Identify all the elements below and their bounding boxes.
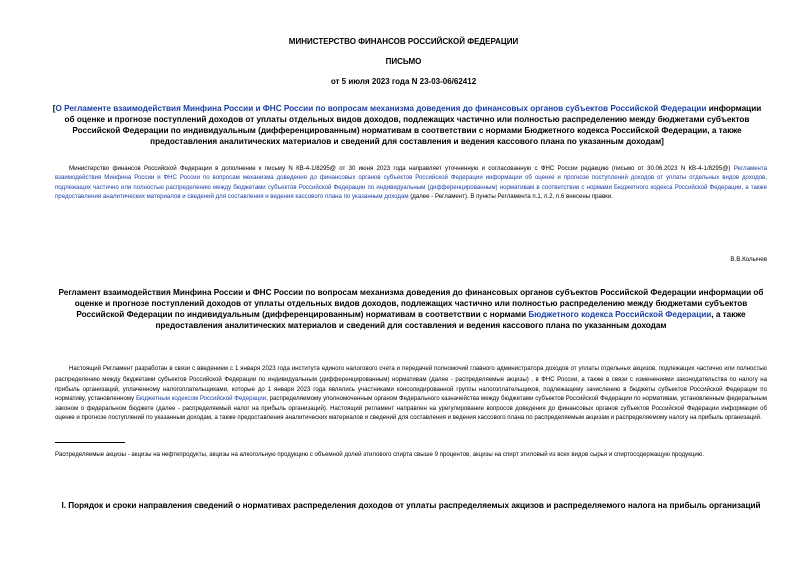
footnote	[55, 448, 767, 459]
regulation-title	[55, 287, 767, 331]
title-rest: информации об оценке и прогнозе поступлений доходов от уплаты отдельных видов доходов, подлежащих частично или полностью распределению между бюджетами субъектов Российской Федерации по индивидуальным (дифференцированным) нормативам в соответствии с нормами Бюджетного кодекса Российской Федерации, а также предоставления аналитических материалов и сведений для составления и ведения кассового плана по указанным доходам	[64, 104, 762, 146]
title-link[interactable]: О Регламенте взаимодействия Минфина России и ФНС России по вопросам механизма доведения до финансовых органов субъектов Российской Федерации	[55, 104, 707, 113]
intro-text-1: Министерство финансов Российской Федерации в дополнение к письму N КВ-4-1/8295@ от 30 июня 2023 года направляет уточненную и согласованную с ФНС России редакцию (письмо от 30.06.2023 N КВ-4-1/8295@)	[69, 165, 731, 172]
main-paragraph	[55, 364, 767, 422]
main-text-2: , в ФНС России, а также в связи с изменениями законодательства по налогу на прибыль организаций, уплаченному налогоплательщиками, которые до 1 января 2023 года являлись участниками консолидированной группы налогоплательщиков, подлежащему зачислению в бюджеты субъектов Российской Федерации по нормативу, установленному	[55, 376, 768, 403]
footnote-divider	[55, 442, 125, 443]
regulation-title-budget-code-link[interactable]: Бюджетного кодекса Российской Федерации	[528, 310, 712, 319]
footnote-text: Распределяемые акцизы - акцизы на нефтепродукты, акцизы на алкогольную продукцию с объемной долей этилового спирта свыше 9 процентов, акцизы на спирт этиловый из всех видов сырья и спиртосодержащую продукцию.	[55, 451, 705, 459]
intro-regulation-link[interactable]: Регламента взаимодействия Минфина России и ФНС России по вопросам механизма доведения до финансовых органов субъектов Российской Федерации информации об оценке и прогнозе поступлений доходов от уплаты отдельных видов доходов, подлежащих частично или полностью распределению между бюджетами субъектов Российской Федерации по индивидуальным (дифференцированным) нормативам в соответствии с нормами Бюджетного кодекса Российской Федерации, а также предоставления аналитических материалов и сведений для составления и ведения кассового плана по указанным доходам	[55, 165, 768, 201]
title-bracket-close: ]	[661, 137, 664, 146]
budget-code-link[interactable]: Бюджетным кодексом Российской Федерации	[135, 395, 267, 403]
intro-paragraph	[55, 164, 767, 202]
ministry-heading: МИНИСТЕРСТВО ФИНАНСОВ РОССИЙСКОЙ ФЕДЕРАЦИИ	[288, 37, 519, 46]
signature: В.В.Колычев	[730, 256, 767, 263]
intro-text-2: (далее - Регламент). В пункты Регламента п.1, п.2, п.6 внесены правки.	[410, 193, 613, 201]
date-number-heading: от 5 июля 2023 года N 23-03-06/62412	[330, 77, 477, 86]
regulation-title-text: Регламент взаимодействия Минфина России и ФНС России по вопросам механизма доведения до финансовых органов субъектов Российской Федерации информации об оценке и прогнозе поступлений доходов от уплаты отдельных видов доходов, подлежащих частично или полностью распределению между бюджетами субъектов Российской Федерации по индивидуальным (дифференцированным) нормативам в соответствии с нормами	[58, 288, 764, 319]
regulation-title-rest: , а также предоставления аналитических материалов и сведений для составления и ведения кассового плана по указанным доходам	[155, 310, 746, 330]
main-text-1: Настоящий Регламент разработан в связи с введением с 1 января 2023 года института единого налогового счета и передачей полномочий главного администратора доходов от уплаты отдельных акцизов, подлежащих частично или полностью распределению между бюджетами субъектов Российской Федерации по индивидуальным (дифференцированным) нормативам (далее - распределяемые акцизы)	[55, 365, 767, 384]
doc-type-heading: ПИСЬМО	[385, 57, 422, 66]
document-title	[52, 103, 762, 147]
title-bracket-open: [	[52, 104, 56, 113]
main-text-3: , распределяемому уполномоченным органом Федерального казначейства между бюджетами субъектов Российской Федерации по нормативам, установленным федеральным законом о федеральном бюджете (далее - распределяемый налог на прибыль организаций). Настоящий регламент направлен на урегулирование вопросов доведения до финансовых органов субъектов Российской Федерации информации об оценке и прогнозе поступлений по указанным доходам, а также предоставления аналитических материалов и сведений для составления и ведения кассового плана по распределяемым акцизам и распределяемому налогу на прибыль организаций.	[55, 395, 767, 422]
section-heading: I. Порядок и сроки направления сведений о нормативах распределения доходов от уплаты распределяемых акцизов и распределяемого налога на прибыль организаций	[61, 501, 761, 510]
